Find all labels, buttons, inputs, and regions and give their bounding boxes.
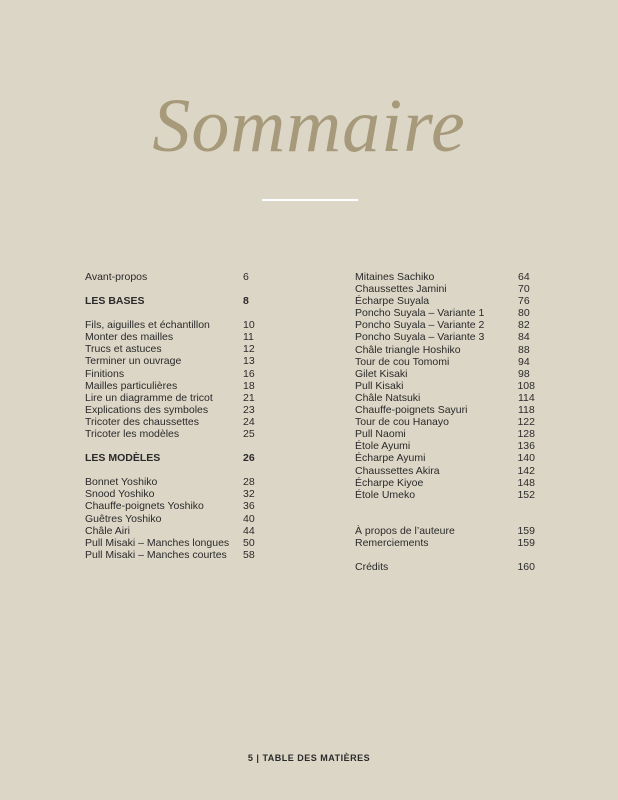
toc-spacer (355, 501, 535, 513)
toc-entry-label: Pull Misaki – Manches longues (85, 536, 230, 549)
toc-entry[interactable] (85, 380, 260, 392)
toc-entry-label: À propos de l’auteure (355, 524, 455, 537)
toc-entry[interactable] (85, 513, 260, 525)
toc-entry-label: Tricoter des chaussettes (85, 415, 199, 428)
toc-entry-label: Bonnet Yoshiko (85, 476, 158, 489)
toc-entry[interactable] (355, 428, 535, 440)
toc-entry-page: 24 (243, 415, 255, 428)
toc-entry-label: Finitions (85, 367, 125, 380)
toc-entry-page: 28 (243, 476, 255, 489)
toc-entry[interactable] (355, 489, 535, 501)
toc-entry-label: Gilet Kisaki (355, 367, 408, 380)
toc-entry-label: Chauffe-poignets Yoshiko (85, 500, 204, 513)
toc-entry-label: Mailles particulières (85, 379, 178, 392)
toc-entry[interactable] (85, 525, 260, 537)
toc-entry[interactable] (85, 368, 260, 380)
toc-entry-page: 108 (517, 379, 535, 392)
toc-spacer (85, 307, 260, 319)
toc-entry[interactable] (85, 392, 260, 404)
toc-entry-label: Snood Yoshiko (85, 488, 155, 501)
toc-left-column (85, 271, 260, 561)
toc-entry-label: Châle Airi (85, 524, 130, 537)
toc-entry-page: 12 (243, 343, 255, 356)
toc-entry-label: Chaussettes Jamini (355, 283, 447, 296)
toc-entry-page: 44 (243, 524, 255, 537)
toc-entry-page: 88 (518, 343, 530, 356)
toc-entry-label: Châle Natsuki (355, 391, 421, 404)
toc-entry[interactable] (355, 295, 535, 307)
toc-entry-page: 26 (243, 452, 255, 465)
toc-entry-label: Étole Umeko (355, 488, 416, 501)
toc-entry[interactable] (355, 525, 535, 537)
toc-entry[interactable] (355, 416, 535, 428)
toc-entry-page: 80 (518, 307, 530, 320)
page-footer (0, 753, 618, 763)
toc-entry[interactable] (355, 537, 535, 549)
toc-entry-page: 13 (243, 355, 255, 368)
toc-entry-page: 23 (243, 403, 255, 416)
toc-entry-label: Remerciements (355, 536, 429, 549)
toc-entry-page: 98 (518, 367, 530, 380)
toc-entry-label: Écharpe Kiyoe (355, 476, 424, 489)
toc-entry-label: Explications des symboles (85, 403, 209, 416)
toc-entry-label: Poncho Suyala – Variante 1 (355, 307, 485, 320)
toc-entry-page: 40 (243, 512, 255, 525)
toc-entry-page: 148 (517, 476, 535, 489)
toc-entry-label: Chauffe-poignets Sayuri (355, 404, 468, 417)
toc-entry-label: Fils, aiguilles et échantillon (85, 319, 210, 332)
toc-entry[interactable] (355, 392, 535, 404)
toc-entry[interactable] (85, 331, 260, 343)
toc-entry[interactable] (85, 271, 260, 283)
toc-entry-label: Tour de cou Tomomi (355, 355, 450, 368)
toc-entry-page: 36 (243, 500, 255, 513)
toc-entry-page: 70 (518, 283, 530, 296)
toc-entry-page: 32 (243, 488, 255, 501)
toc-entry[interactable] (85, 500, 260, 512)
toc-entry-page: 118 (518, 404, 535, 417)
toc-entry[interactable] (355, 561, 535, 573)
toc-entry-label: Pull Misaki – Manches courtes (85, 548, 227, 561)
toc-entry-label: Lire un diagramme de tricot (85, 391, 213, 404)
toc-entry[interactable] (85, 428, 260, 440)
toc-entry-page: 11 (243, 331, 254, 344)
toc-entry-label: Pull Kisaki (355, 379, 404, 392)
toc-entry-label: Crédits (355, 560, 389, 573)
toc-entry-page: 21 (243, 391, 255, 404)
toc-entry-page: 128 (517, 428, 535, 441)
toc-entry-page: 82 (518, 319, 530, 332)
toc-entry-page: 122 (517, 416, 535, 429)
toc-entry-label: LES MODÈLES (85, 452, 161, 465)
toc-entry[interactable] (355, 271, 535, 283)
toc-entry[interactable] (355, 368, 535, 380)
toc-entry-page: 6 (243, 271, 249, 283)
toc-entry-page: 94 (518, 355, 530, 368)
page-title: Sommaire (152, 84, 466, 168)
toc-entry-label: Châle triangle Hoshiko (355, 343, 461, 356)
toc-entry-page: 18 (243, 379, 255, 392)
toc-entry-label: Pull Naomi (355, 428, 406, 441)
toc-entry[interactable] (85, 319, 260, 331)
footer-separator: | (256, 753, 260, 763)
toc-entry-label: Tour de cou Hanayo (355, 416, 449, 429)
toc-entry-page: 58 (243, 548, 255, 561)
toc-entry-page: 114 (518, 391, 535, 404)
toc-entry[interactable] (355, 283, 535, 295)
toc-section-heading[interactable] (85, 452, 260, 464)
toc-entry-label: Écharpe Ayumi (355, 452, 426, 465)
toc-entry[interactable] (85, 476, 260, 488)
toc-entry-label: Chaussettes Akira (355, 464, 440, 477)
toc-entry-label: Monter des mailles (85, 331, 174, 344)
toc-entry-page: 140 (517, 452, 535, 465)
toc-entry-page: 16 (243, 367, 255, 380)
toc-entry-label: Écharpe Suyala (355, 295, 430, 308)
toc-entry[interactable] (355, 356, 535, 368)
toc-spacer (355, 549, 535, 561)
toc-entry[interactable] (85, 537, 260, 549)
toc-entry[interactable] (355, 440, 535, 452)
toc-entry-page: 160 (517, 560, 535, 573)
toc-entry[interactable] (355, 307, 535, 319)
toc-spacer (85, 440, 260, 452)
toc-entry-page: 159 (517, 524, 535, 537)
toc-entry[interactable] (355, 404, 535, 416)
toc-entry-label: Trucs et astuces (85, 343, 162, 356)
toc-entry[interactable] (355, 477, 535, 489)
toc-entry[interactable] (85, 343, 260, 355)
toc-entry-label: LES BASES (85, 295, 145, 308)
toc-entry-page: 10 (243, 319, 255, 332)
toc-spacer (85, 283, 260, 295)
toc-entry[interactable] (85, 488, 260, 500)
toc-entry-label: Étole Ayumi (355, 440, 411, 453)
toc-entry-page: 84 (518, 331, 530, 344)
toc-entry-page: 25 (243, 428, 255, 441)
toc-entry[interactable] (85, 404, 260, 416)
toc-entry[interactable] (85, 416, 260, 428)
toc-entry-page: 136 (517, 440, 535, 453)
toc-entry[interactable] (355, 319, 535, 331)
toc-entry-page: 64 (518, 271, 530, 283)
footer-section-title: TABLE DES MATIÈRES (262, 753, 371, 763)
toc-entry-label: Avant-propos (85, 271, 148, 283)
toc-entry-label: Poncho Suyala – Variante 3 (355, 331, 485, 344)
title-divider (262, 199, 358, 201)
toc-section-heading[interactable] (85, 295, 260, 307)
toc-entry-page: 76 (518, 295, 530, 308)
toc-entry-label: Terminer un ouvrage (85, 355, 182, 368)
toc-entry[interactable] (355, 465, 535, 477)
toc-entry[interactable] (85, 549, 260, 561)
toc-entry[interactable] (355, 452, 535, 464)
toc-entry-page: 8 (243, 295, 249, 308)
toc-entry[interactable] (355, 380, 535, 392)
toc-entry-label: Poncho Suyala – Variante 2 (355, 319, 485, 332)
toc-entry-label: Tricoter les modèles (85, 428, 180, 441)
toc-entry-page: 50 (243, 536, 255, 549)
toc-entry[interactable] (355, 344, 535, 356)
toc-entry-page: 142 (517, 464, 535, 477)
toc-entry-page: 152 (517, 488, 535, 501)
toc-spacer (85, 464, 260, 476)
toc-entry[interactable] (85, 355, 260, 367)
toc-entry-label: Guêtres Yoshiko (85, 512, 162, 525)
toc-entry[interactable] (355, 331, 535, 343)
toc-right-column (355, 271, 535, 573)
toc-entry-label: Mitaines Sachiko (355, 271, 435, 283)
toc-spacer (355, 513, 535, 525)
toc-entry-page: 159 (517, 536, 535, 549)
footer-page-number: 5 (247, 753, 254, 763)
